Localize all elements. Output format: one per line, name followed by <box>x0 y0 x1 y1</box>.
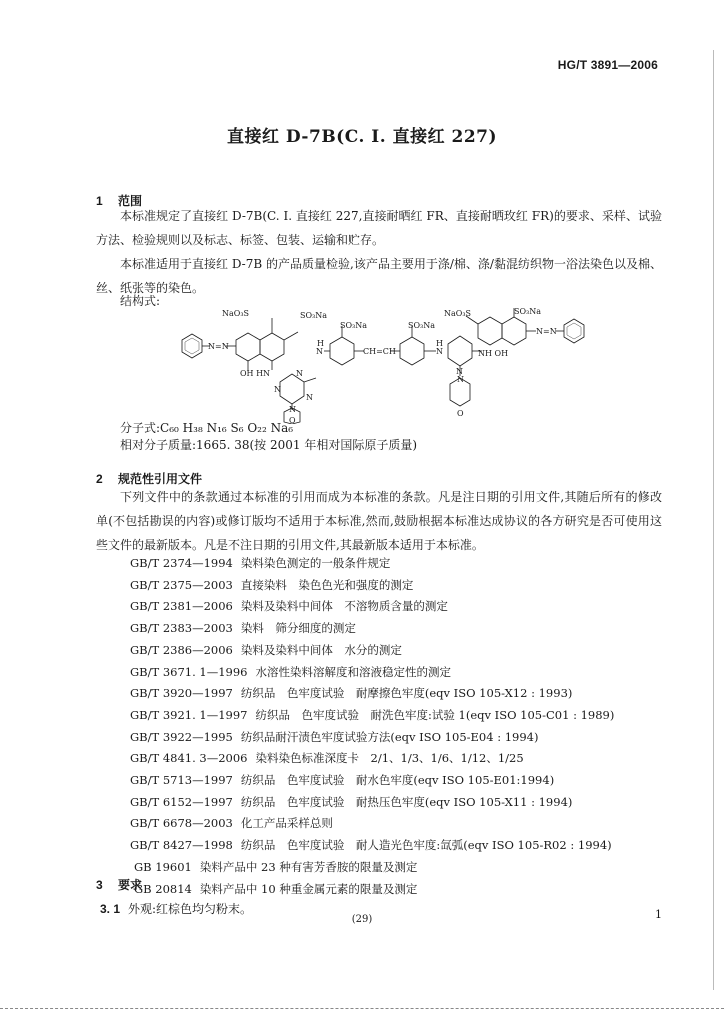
scan-edge <box>0 1008 724 1009</box>
structural-formula <box>160 304 680 424</box>
list-item <box>130 727 614 749</box>
list-item <box>130 835 614 857</box>
structure-label: SO₃Na <box>408 321 436 330</box>
ref-code: GB/T 3922—1995 <box>130 729 233 744</box>
document-title: 直接红 D-7B(C. I. 直接红 227) <box>226 127 498 147</box>
structure-label: OH HN <box>240 369 271 378</box>
structure-label: SO₃Na <box>514 307 542 316</box>
ref-code: GB/T 3671. 1—1996 <box>130 664 248 679</box>
section-3-heading <box>96 876 142 893</box>
ref-code: GB/T 8427—1998 <box>130 838 233 853</box>
ref-title: 染料染色测定的一般条件规定 <box>240 556 391 570</box>
ref-title: 直接染料 染色色光和强度的测定 <box>240 577 414 592</box>
reference-list <box>130 553 614 900</box>
list-item <box>130 618 614 640</box>
formula-label: 分子式: <box>120 421 161 435</box>
scope-paragraph-1: 本标准规定了直接红 D-7B(C. I. 直接红 227,直接耐晒红 FR、直接耐晒玫红 FR)的要求、采样、试验方法、检验规则以及标志、标签、包装、运输和贮存。 <box>96 209 662 247</box>
list-item <box>130 553 614 575</box>
ref-title: 染料及染料中间体 水分的测定 <box>240 642 402 657</box>
ref-title: 纺织品耐汗渍色牢度试验方法(eqv ISO 105-E04 : 1994) <box>240 729 539 744</box>
scope-paragraph-2: 本标准适用于直接红 D-7B 的产品质量检验,该产品主要用于涤/棉、涤/黏混纺织物一浴法染色以及棉、丝、纸张等的染色。 <box>96 257 662 295</box>
ref-code: GB/T 2381—2006 <box>130 599 233 614</box>
list-item <box>130 770 614 792</box>
structure-label: NaO₃S <box>444 309 472 318</box>
ref-title: 纺织品 色牢度试验 耐人造光色牢度:氙弧(eqv ISO 105-R02 : 1994) <box>240 838 612 853</box>
structure-label: N=N <box>208 342 229 351</box>
list-item <box>130 879 614 901</box>
list-item <box>130 662 614 684</box>
list-item <box>130 575 614 597</box>
ref-code: GB/T 6678—2003 <box>130 816 233 831</box>
ref-title: 染料及染料中间体 不溶物质含量的测定 <box>240 599 448 614</box>
ref-code: GB/T 6152—1997 <box>130 794 233 809</box>
list-item <box>130 596 614 618</box>
structure-label: H <box>317 339 324 348</box>
list-item <box>130 813 614 835</box>
structure-label: N <box>274 385 281 394</box>
ref-code: GB 19601 <box>134 859 192 874</box>
ref-code: GB/T 3920—1997 <box>130 686 233 701</box>
list-item <box>130 640 614 662</box>
section-number: 3 <box>96 878 103 892</box>
structure-label: NH OH <box>478 349 509 358</box>
clause-text: 外观:红棕色均匀粉末。 <box>128 902 253 916</box>
section-number: 2 <box>96 472 103 486</box>
molecular-formula <box>120 419 293 436</box>
page-number: 1 <box>655 908 662 921</box>
structure-label: N <box>289 405 296 414</box>
normative-intro: 下列文件中的条款通过本标准的引用而成为本标准的条款。凡是注日期的引用文件,其随后所有的修改单(不包括勘误的内容)或修订版均不适用于本标准,然而,鼓励根据本标准达成协议的各方研究是否可使用这些文件的最新版本。凡是不注日期的引用文件,其最新版本适用于本标准。 <box>96 490 662 552</box>
structure-label: 结构式: <box>120 294 161 308</box>
ref-title: 染料产品中 23 种有害芳香胺的限量及测定 <box>199 859 418 874</box>
ref-title: 纺织品 色牢度试验 耐水色牢度(eqv ISO 105-E01:1994) <box>240 773 555 788</box>
ref-code: GB/T 5713—1997 <box>130 773 233 788</box>
formula-value: C₆₀ H₃₈ N₁₆ S₆ O₂₂ Na₆ <box>160 421 294 435</box>
ref-title: 染料 筛分细度的测定 <box>240 621 356 636</box>
list-item <box>130 792 614 814</box>
ref-title: 化工产品采样总则 <box>240 816 333 831</box>
ref-code: GB/T 4841. 3—2006 <box>130 751 248 766</box>
ref-title: 水溶性染料溶解度和溶液稳定性的测定 <box>255 664 451 679</box>
ref-title: 染料产品中 10 种重金属元素的限量及测定 <box>199 881 418 896</box>
structure-label: N <box>436 347 443 356</box>
list-item <box>130 683 614 705</box>
ref-code: GB/T 2383—2003 <box>130 621 233 636</box>
standard-code: HG/T 3891—2006 <box>557 58 658 72</box>
scan-edge <box>713 50 714 990</box>
ref-code: GB/T 2374—1994 <box>130 556 233 570</box>
structure-label: O <box>457 409 464 418</box>
section-title: 要求 <box>118 878 143 892</box>
structure-label: N=N <box>536 327 557 336</box>
structure-label: N <box>316 347 323 356</box>
structure-label: SO₃Na <box>300 311 328 320</box>
structure-label: H <box>436 339 443 348</box>
structure-label: N <box>456 367 463 376</box>
molecular-mass: 相对分子质量:1665. 38(按 2001 年相对国际原子质量) <box>120 438 418 452</box>
ref-title: 纺织品 色牢度试验 耐摩擦色牢度(eqv ISO 105-X12 : 1993) <box>240 686 573 701</box>
structure-label: N <box>306 393 313 402</box>
page-reference: (29) <box>351 914 373 925</box>
ref-code: GB/T 2386—2006 <box>130 642 233 657</box>
structure-label: O <box>289 416 296 424</box>
section-title: 范围 <box>118 194 143 208</box>
list-item <box>130 705 614 727</box>
ref-title: 纺织品 色牢度试验 耐洗色牢度:试验 1(eqv ISO 105-C01 : 1989) <box>255 707 615 722</box>
clause-number: 3. 1 <box>100 902 121 916</box>
ref-code: GB/T 2375—2003 <box>130 577 233 592</box>
structure-label: SO₃Na <box>340 321 368 330</box>
ref-title: 染料染色标准深度卡 2/1、1/3、1/6、1/12、1/25 <box>255 751 524 766</box>
ref-code: GB/T 3921. 1—1997 <box>130 707 248 722</box>
section-number: 1 <box>96 194 103 208</box>
list-item <box>130 857 614 879</box>
list-item <box>130 748 614 770</box>
structure-label: NaO₃S <box>222 309 250 318</box>
structure-label: CH=CH <box>363 347 396 356</box>
structure-label: N <box>296 369 303 378</box>
structure-label: N <box>457 375 464 384</box>
section-title: 规范性引用文件 <box>118 472 203 486</box>
ref-title: 纺织品 色牢度试验 耐热压色牢度(eqv ISO 105-X11 : 1994) <box>240 794 573 809</box>
ref-code: GB 20814 <box>134 881 192 896</box>
